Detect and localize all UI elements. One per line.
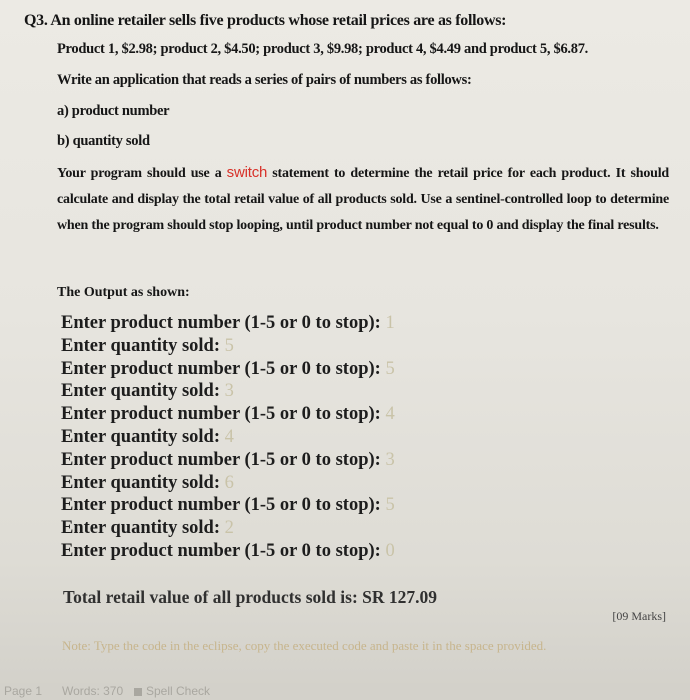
question-title: Q3. An online retailer sells five products whose retail prices are as follows: — [24, 12, 507, 29]
instructions-paragraph — [57, 160, 669, 239]
spell-check-label: Spell Check — [146, 684, 211, 698]
console-row — [61, 380, 395, 403]
console-input-value: 0 — [385, 540, 395, 561]
console-prompt: Enter product number (1-5 or 0 to stop): — [61, 449, 386, 470]
console-row — [61, 312, 395, 335]
console-prompt: Enter product number (1-5 or 0 to stop): — [61, 358, 386, 379]
note-text — [62, 638, 546, 654]
spell-check-button[interactable] — [134, 684, 210, 698]
console-row — [61, 449, 395, 472]
status-bar — [0, 683, 690, 700]
console-input-value: 5 — [385, 358, 395, 379]
paragraph-text-start: Your program should use a — [57, 166, 227, 181]
console-row — [61, 358, 395, 381]
note-main: Note: Type the code in the eclipse, copy the executed code and paste it in the space provided. — [62, 638, 547, 653]
console-prompt: Enter product number (1-5 or 0 to stop): — [61, 495, 386, 516]
console-prompt: Enter quantity sold: — [61, 381, 225, 402]
page-indicator[interactable]: Page 1 — [4, 684, 43, 698]
console-row — [61, 517, 395, 540]
item-a-product-number: a) product number — [57, 103, 170, 119]
console-row — [61, 403, 395, 426]
console-row — [61, 335, 395, 358]
console-input-value: 2 — [224, 518, 234, 539]
console-prompt: Enter quantity sold: — [61, 426, 225, 447]
console-row — [61, 494, 395, 517]
marks-label: [09 Marks] — [612, 609, 666, 623]
products-prices-line: Product 1, $2.98; product 2, $4.50; product 3, $9.98; product 4, $4.49 and product 5, $6.87. — [57, 41, 588, 57]
switch-keyword: switch — [226, 164, 268, 181]
console-prompt: Enter product number (1-5 or 0 to stop): — [61, 540, 386, 561]
console-prompt: Enter product number (1-5 or 0 to stop): — [61, 404, 386, 425]
console-input-value: 5 — [224, 335, 234, 356]
console-row — [61, 540, 395, 563]
console-input-value: 5 — [385, 495, 395, 516]
console-input-value: 1 — [385, 313, 395, 333]
write-application-line: Write an application that reads a series of pairs of numbers as follows: — [57, 72, 472, 88]
console-output — [61, 312, 395, 563]
console-input-value: 4 — [385, 404, 395, 425]
console-prompt: Enter quantity sold: — [61, 518, 225, 539]
console-input-value: 3 — [224, 381, 234, 402]
output-heading: The Output as shown: — [57, 285, 190, 300]
console-input-value: 6 — [224, 472, 234, 493]
console-row — [61, 472, 395, 495]
console-input-value: 3 — [385, 449, 395, 470]
paragraph-text-end: statement to determine the retail price for each product. It should calculate and display the total retail value of all products sold. Use a sentinel-controlled loop to determine when the program should stop looping, until product number not equal to 0 and display the final results. — [57, 166, 669, 233]
word-count[interactable]: Words: 370 — [62, 684, 124, 698]
console-prompt: Enter product number (1-5 or 0 to stop): — [61, 313, 386, 333]
item-b-quantity-sold: b) quantity sold — [57, 133, 150, 149]
console-prompt: Enter quantity sold: — [61, 472, 225, 493]
console-row — [61, 426, 395, 449]
console-input-value: 4 — [224, 426, 234, 447]
console-prompt: Enter quantity sold: — [61, 335, 225, 356]
total-retail-value: Total retail value of all products sold is: SR 127.09 — [63, 587, 438, 607]
spell-check-icon — [134, 688, 142, 696]
